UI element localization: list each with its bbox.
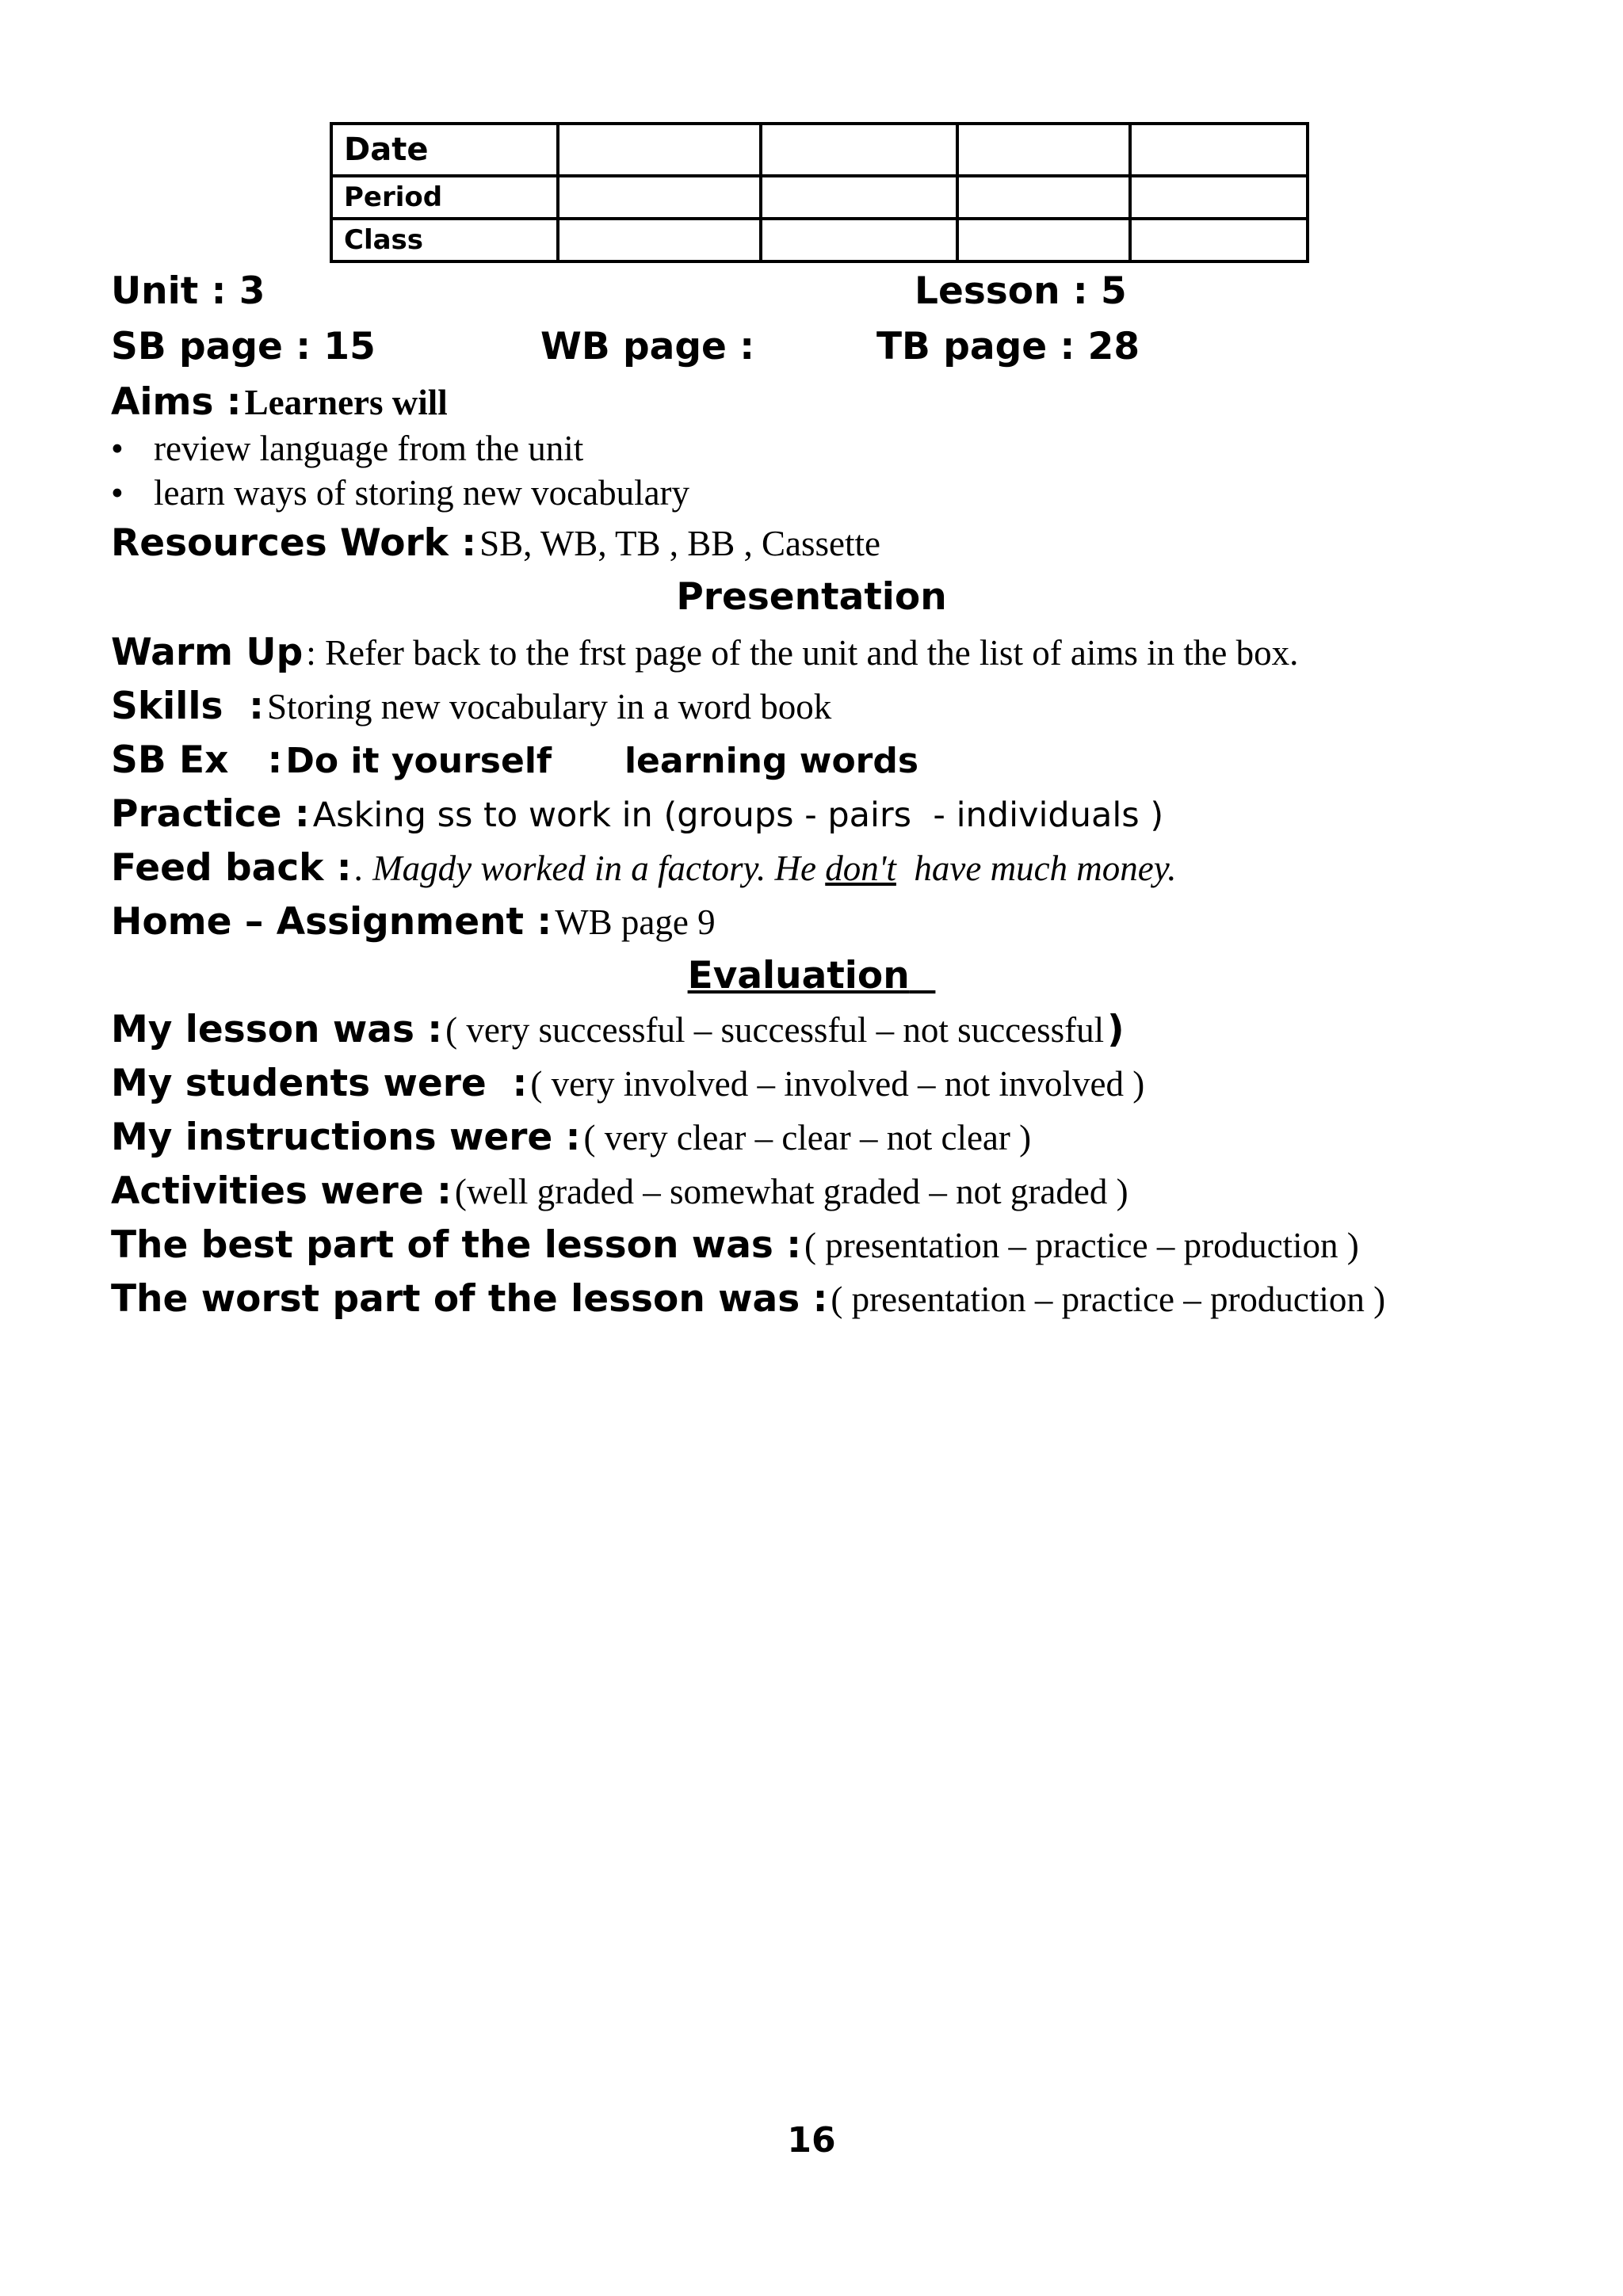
evaluation-close: )	[1107, 1008, 1125, 1051]
evaluation-label: The best part of the lesson was :	[111, 1223, 802, 1267]
evaluation-item	[111, 1116, 1032, 1159]
period-label: Period	[331, 176, 558, 219]
date-cell	[761, 124, 957, 176]
warm-up-value: : Refer back to the frst page of the unit and the list of aims in the box.	[306, 633, 1299, 673]
evaluation-value: ( presentation – practice – production )	[804, 1226, 1359, 1265]
table-row-date	[331, 124, 1308, 176]
feedback-label: Feed back :	[111, 846, 352, 890]
sb-ex-value: Do it yourself learning words	[285, 741, 919, 781]
evaluation-item	[111, 1223, 1359, 1267]
table-row-class	[331, 219, 1308, 261]
warm-up-line	[111, 631, 1299, 674]
evaluation-heading	[0, 954, 1623, 997]
aims-line	[111, 380, 448, 424]
home-assignment-label: Home – Assignment :	[111, 900, 552, 944]
period-cell	[558, 176, 761, 219]
home-assignment-line	[111, 900, 716, 944]
skills-line	[111, 685, 832, 728]
evaluation-heading-text: Evaluation	[687, 954, 910, 997]
class-cell	[957, 219, 1130, 261]
aim-item-text: learn ways of storing new vocabulary	[154, 473, 690, 513]
evaluation-item	[111, 1062, 1145, 1105]
class-cell	[558, 219, 761, 261]
evaluation-value: ( very successful – successful – not successful	[445, 1010, 1105, 1050]
header-table	[330, 122, 1309, 263]
skills-label: Skills :	[111, 685, 264, 728]
evaluation-value: ( very involved – involved – not involved )	[530, 1064, 1145, 1104]
period-cell	[957, 176, 1130, 219]
aim-item: • review language from the unit	[111, 429, 584, 468]
evaluation-label: My students were :	[111, 1062, 528, 1105]
lesson-number: Lesson : 5	[915, 269, 1127, 313]
practice-line	[111, 792, 1164, 836]
period-cell	[1130, 176, 1308, 219]
evaluation-label: My instructions were :	[111, 1116, 581, 1159]
evaluation-value: ( very clear – clear – not clear )	[583, 1118, 1032, 1158]
aim-item-text: review language from the unit	[154, 429, 584, 468]
feedback-line	[111, 846, 1177, 890]
class-cell	[761, 219, 957, 261]
presentation-heading: Presentation	[676, 575, 947, 619]
feedback-text-end: have much money.	[896, 849, 1177, 888]
warm-up-label: Warm Up	[111, 631, 304, 674]
evaluation-label: Activities were :	[111, 1169, 452, 1213]
aims-label: Aims :	[111, 380, 242, 424]
feedback-underlined: don't	[825, 849, 896, 888]
home-assignment-value: WB page 9	[555, 902, 716, 942]
date-cell	[1130, 124, 1308, 176]
resources-label: Resources Work :	[111, 521, 477, 565]
tb-page: TB page : 28	[876, 325, 1140, 368]
aims-intro: Learners will	[244, 383, 448, 422]
date-cell	[957, 124, 1130, 176]
resources-value: SB, WB, TB , BB , Cassette	[479, 524, 881, 563]
skills-value: Storing new vocabulary in a word book	[266, 687, 832, 727]
page-number: 16	[787, 2120, 836, 2161]
evaluation-value: ( presentation – practice – production )	[831, 1280, 1386, 1319]
aim-item: • learn ways of storing new vocabulary	[111, 473, 690, 513]
evaluation-item	[111, 1008, 1125, 1051]
unit-number: Unit : 3	[111, 269, 265, 313]
sb-page: SB page : 15	[111, 325, 376, 368]
sb-ex-label: SB Ex :	[111, 738, 283, 782]
practice-value: Asking ss to work in (groups - pairs - individuals )	[312, 795, 1164, 835]
wb-page: WB page :	[540, 325, 755, 368]
date-label: Date	[331, 124, 558, 176]
evaluation-item	[111, 1277, 1386, 1321]
evaluation-label: The worst part of the lesson was :	[111, 1277, 828, 1321]
class-label: Class	[331, 219, 558, 261]
table-row-period	[331, 176, 1308, 219]
evaluation-value: (well graded – somewhat graded – not graded )	[454, 1172, 1128, 1211]
class-cell	[1130, 219, 1308, 261]
resources-line	[111, 521, 881, 565]
date-cell	[558, 124, 761, 176]
period-cell	[761, 176, 957, 219]
practice-label: Practice :	[111, 792, 310, 836]
evaluation-item	[111, 1169, 1128, 1213]
feedback-text: . Magdy worked in a factory. He	[354, 849, 826, 888]
evaluation-label: My lesson was :	[111, 1008, 443, 1051]
sb-ex-line	[111, 738, 919, 782]
